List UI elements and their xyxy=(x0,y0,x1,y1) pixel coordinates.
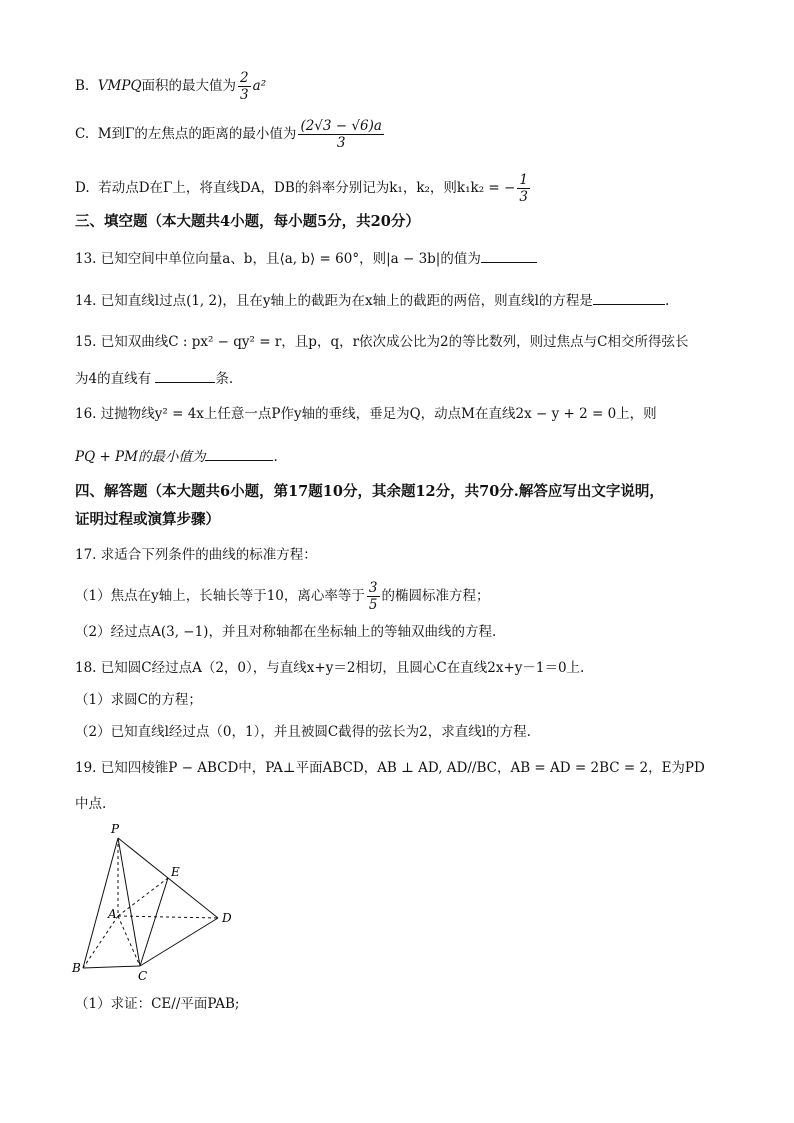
label-d: D xyxy=(222,911,232,925)
fraction xyxy=(367,580,380,613)
question-14 xyxy=(75,290,669,311)
numerator: 3 xyxy=(368,580,378,596)
question-17-stem: 17. 求适合下列条件的曲线的标准方程： xyxy=(75,547,317,563)
label-e: E xyxy=(171,865,180,879)
answer-blank[interactable] xyxy=(593,290,665,305)
question-19-part1: （1）求证：CE//平面PAB; xyxy=(75,996,240,1012)
edge-pc xyxy=(118,838,140,966)
question-13 xyxy=(75,248,537,269)
question-15-line1: 15. 已知双曲线C : px² − qy² = r，且p，q，r依次成公比为2的等比数列，则过焦点与C相交所得弦长 xyxy=(75,334,689,350)
fraction xyxy=(298,118,383,151)
question-text: 的椭圆标准方程； xyxy=(381,588,490,604)
option-label: D. xyxy=(75,180,90,196)
fraction xyxy=(517,172,530,205)
question-18-part1: （1）求圆C的方程； xyxy=(75,692,202,708)
answer-blank[interactable] xyxy=(155,368,215,383)
numerator: 2 xyxy=(240,70,249,86)
question-text: 14. 已知直线l过点(1, 2)，且在y轴上的截距为在x轴上的截距的两倍，则直线l的方程是 xyxy=(75,293,593,309)
option-text: 若动点D在Γ上，将直线DA，DB的斜率分别记为k₁，k₂，则k₁k₂ = − xyxy=(98,180,516,196)
triangle-name: VMPQ xyxy=(97,78,142,94)
question-text: 13. 已知空间中单位向量a、b，且⟨a, b⟩ = 60°，则|a − 3b|的值为 xyxy=(75,251,481,267)
answer-blank[interactable] xyxy=(481,248,537,263)
section-heading-solutions-line1: 四、解答题（本大题共6小题，第17题10分，其余题12分，共70分.解答应写出文字说明， xyxy=(75,483,664,500)
question-16-line2 xyxy=(75,446,278,467)
question-18-stem: 18. 已知圆C经过点A（2，0），与直线x+y＝2相切，且圆心C在直线2x+y－1＝0上. xyxy=(75,660,585,676)
question-17-part2: （2）经过点A(3, −1)，并且对称轴都在坐标轴上的等轴双曲线的方程. xyxy=(75,624,497,640)
denominator: 3 xyxy=(240,87,249,103)
section-heading-fill-blank: 三、填空题（本大题共4小题，每小题5分，共20分） xyxy=(75,213,420,230)
denominator: 3 xyxy=(519,189,528,205)
edge-ce xyxy=(140,878,168,966)
option-text: 面积的最大值为 xyxy=(141,78,237,94)
question-end: . xyxy=(664,293,670,309)
numerator: (2√3 − √6)a xyxy=(300,118,382,134)
question-18-part2: （2）已知直线l经过点（0，1），并且被圆C截得的弦长为2，求直线l的方程. xyxy=(75,724,531,740)
question-15-line2 xyxy=(75,368,233,389)
question-text: （1）焦点在y轴上，长轴长等于10，离心率等于 xyxy=(75,588,365,604)
question-19-line1: 19. 已知四棱锥P − ABCD中，PA⊥平面ABCD，AB ⊥ AD, AD//BC，AB = AD = 2BC = 2，E为PD xyxy=(75,760,705,776)
question-text: 为4的直线有 xyxy=(75,371,152,387)
option-tail: a² xyxy=(252,78,267,94)
denominator: 3 xyxy=(336,135,346,151)
label-c: C xyxy=(138,969,148,983)
edge-pb xyxy=(83,838,118,968)
option-c xyxy=(75,118,386,151)
label-a: A xyxy=(108,907,117,921)
label-p: P xyxy=(111,822,120,836)
label-b: B xyxy=(72,961,81,975)
question-text: 条. xyxy=(215,371,234,387)
option-b xyxy=(75,70,266,103)
option-label: C. xyxy=(75,126,90,142)
option-d xyxy=(75,172,532,205)
option-label: B. xyxy=(75,78,90,94)
question-text: PQ + PM的最小值为 xyxy=(75,449,206,465)
question-end: . xyxy=(273,449,278,465)
edge-ac xyxy=(118,916,140,966)
edge-bc xyxy=(83,966,140,968)
fraction xyxy=(238,70,251,103)
question-16-line1: 16. 过抛物线y² = 4x上任意一点P作y轴的垂线，垂足为Q，动点M在直线2x − y + 2 = 0上，则 xyxy=(75,406,657,422)
edge-ab xyxy=(83,916,118,968)
option-text: M到Γ的左焦点的距离的最小值为 xyxy=(97,126,297,142)
question-17-part1 xyxy=(75,580,490,613)
answer-blank[interactable] xyxy=(205,446,273,461)
edge-cd xyxy=(140,918,218,966)
edge-ad xyxy=(118,916,218,918)
numerator: 1 xyxy=(519,172,528,188)
pyramid-figure xyxy=(68,820,248,985)
question-19-line2: 中点. xyxy=(75,796,107,812)
denominator: 5 xyxy=(368,597,378,613)
section-heading-solutions-line2: 证明过程或演算步骤） xyxy=(75,511,220,528)
